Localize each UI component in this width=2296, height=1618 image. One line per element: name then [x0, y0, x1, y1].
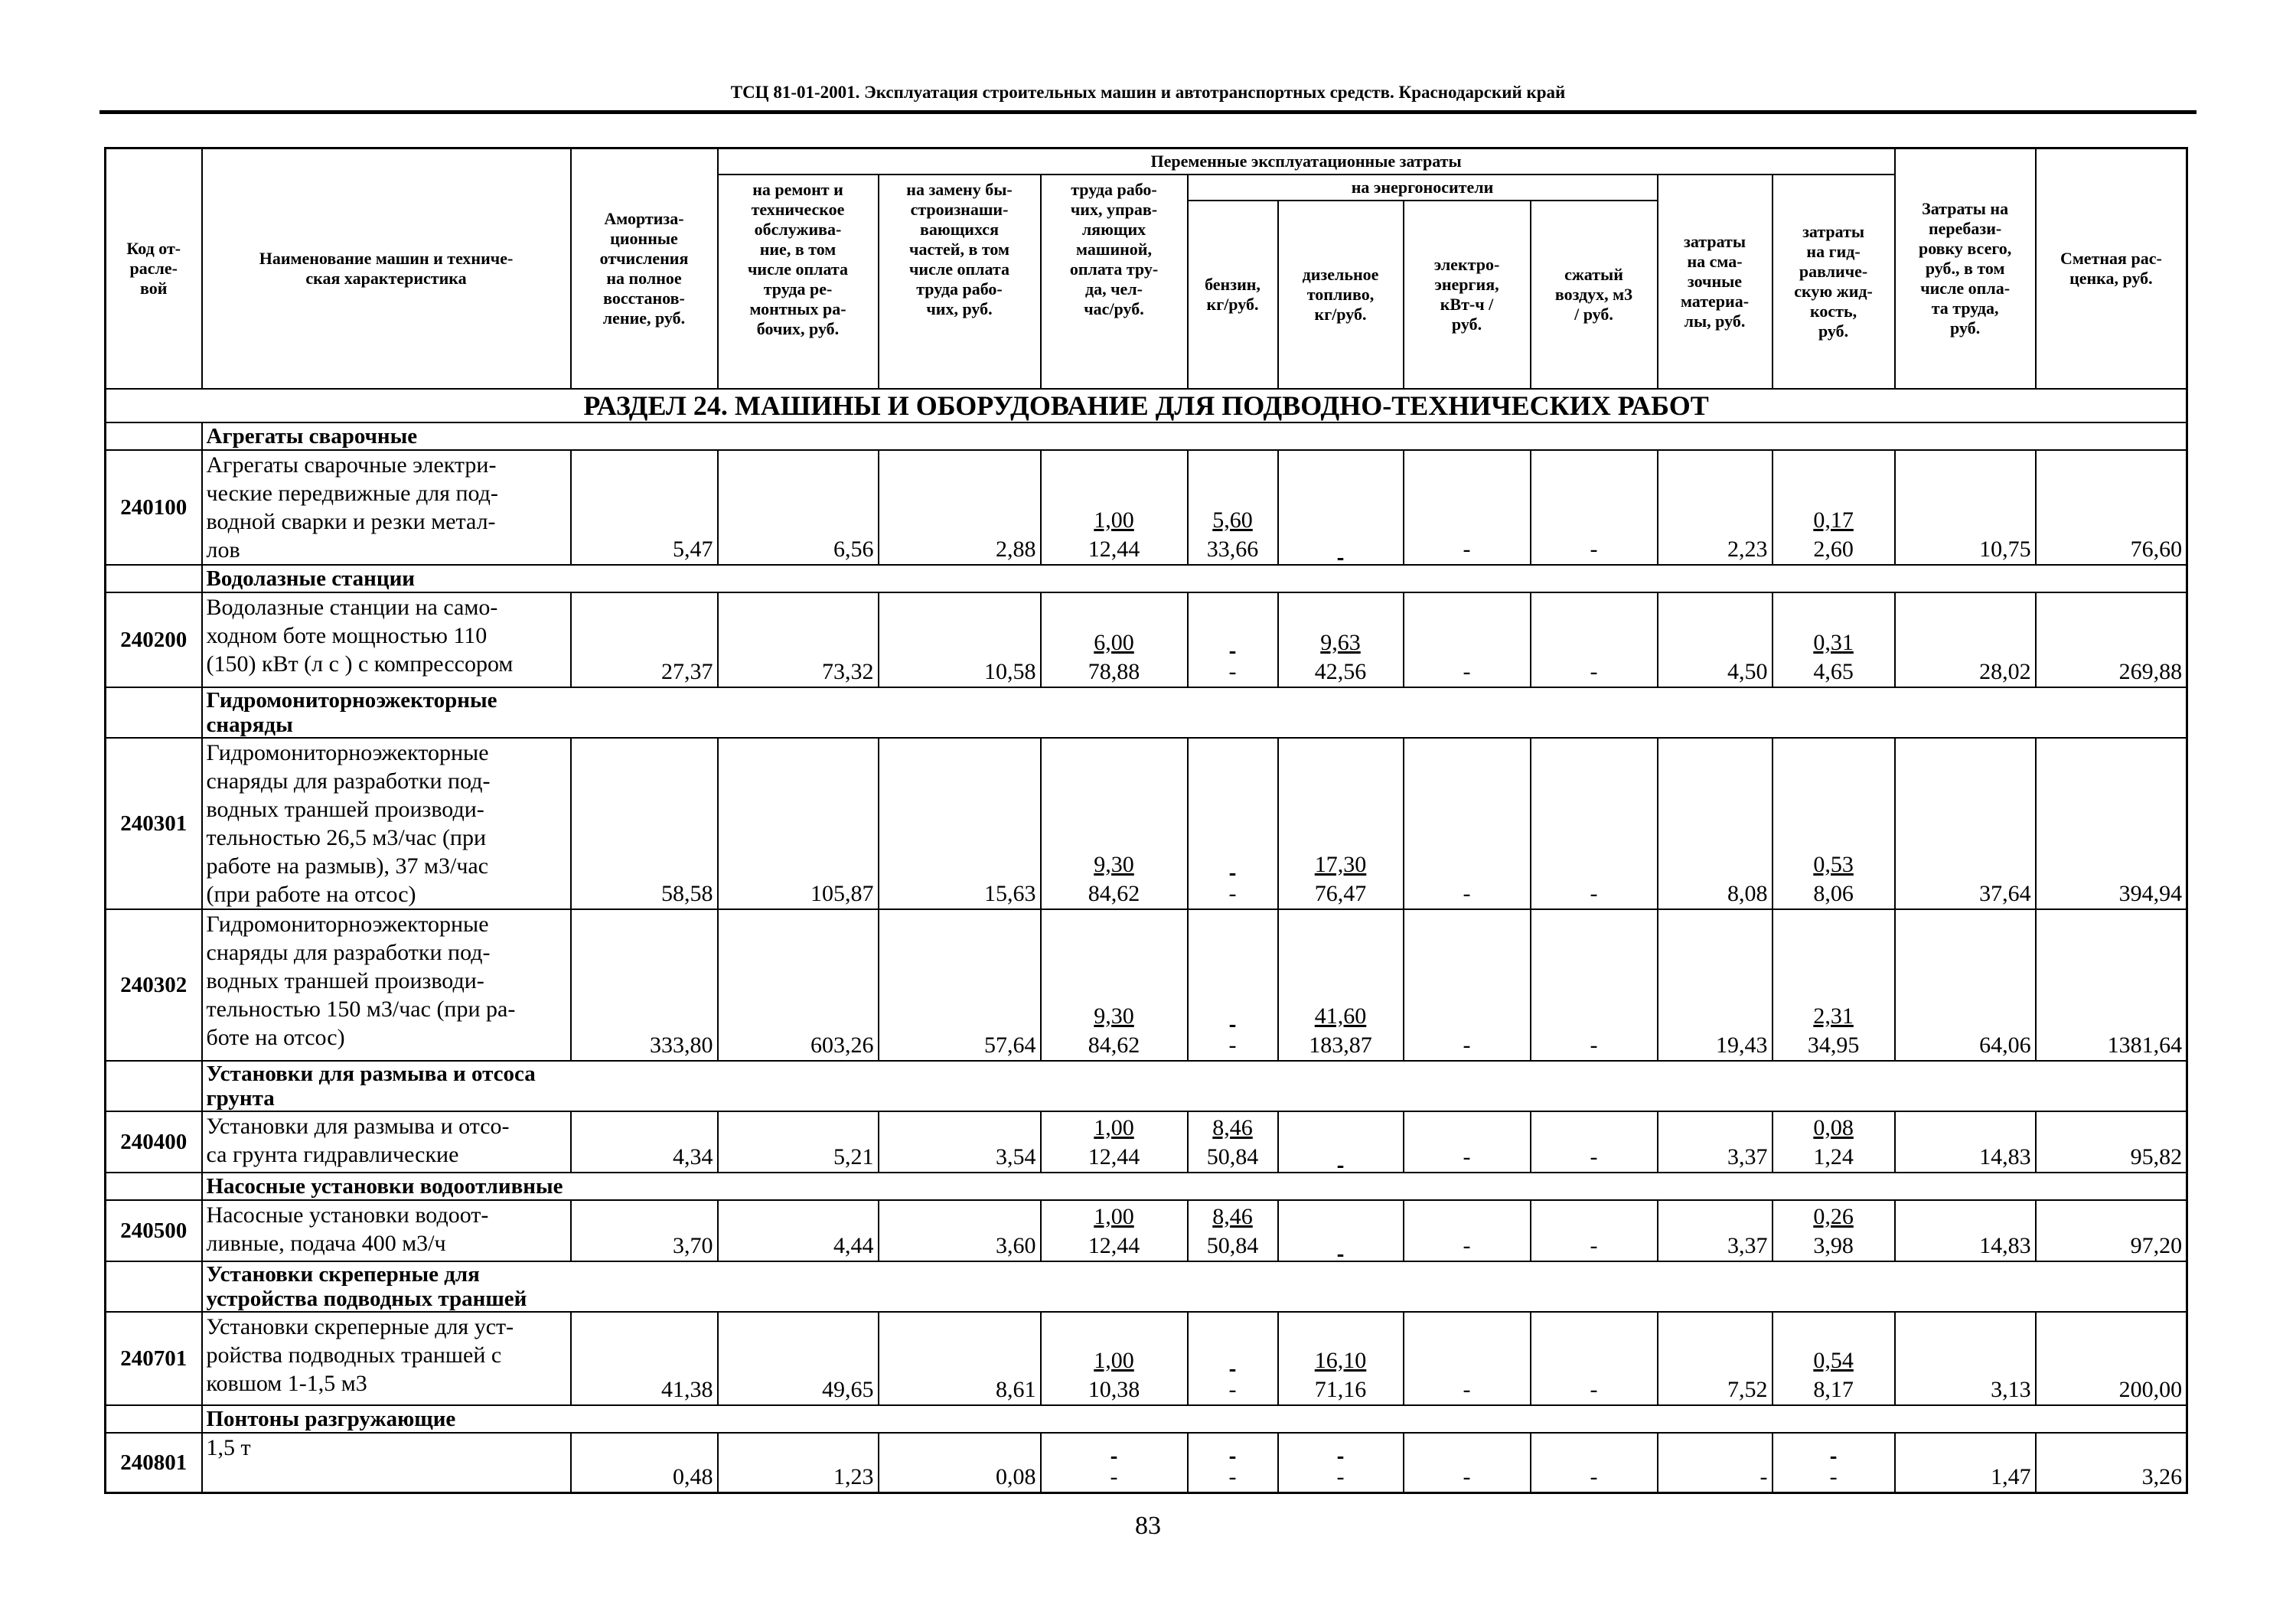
- labor-value: [1041, 1433, 1188, 1493]
- labor-value-quantity: 6,00: [1094, 629, 1134, 655]
- group-row: [106, 565, 2187, 592]
- repair-value: 6,56: [718, 450, 879, 565]
- petrol-value: [1188, 909, 1278, 1061]
- diesel-value: [1278, 592, 1404, 687]
- group-code-spacer: [106, 1405, 202, 1433]
- hydraulic-value: [1773, 1200, 1895, 1261]
- item-name: Гидромониторноэжекторные снаряды для разработки под- водных траншей производи- тельностью 26,5 м3/час (при работе на размыв), 37 м3/час (при работе на отсос): [202, 738, 571, 909]
- hydraulic-value-quantity: 0,54: [1813, 1347, 1854, 1373]
- group-row: [106, 687, 2187, 738]
- diesel-value-cost: 71,16: [1314, 1376, 1367, 1402]
- diesel-value-quantity: [1283, 1231, 1399, 1261]
- electric-value: -: [1404, 1312, 1531, 1405]
- amortization-value: 27,37: [571, 592, 718, 687]
- petrol-value: [1188, 1200, 1278, 1261]
- group-fill: [571, 1061, 2187, 1111]
- hydraulic-value-cost: -: [1829, 1463, 1838, 1489]
- item-code: 240100: [106, 450, 202, 565]
- wear-parts-value: 57,64: [879, 909, 1041, 1061]
- col-hydraulic-header: затраты на гид- равличе- скую жид- кость, руб.: [1773, 175, 1895, 389]
- hydraulic-value: [1773, 450, 1895, 565]
- group-fill: [571, 687, 2187, 738]
- col-air-header: сжатый воздух, м3 / руб.: [1531, 201, 1658, 389]
- group-fill: [571, 565, 2187, 592]
- hydraulic-value-cost: 8,17: [1813, 1376, 1854, 1402]
- group-fill: [571, 1173, 2187, 1200]
- hydraulic-value-quantity: 0,17: [1813, 507, 1854, 533]
- relocation-value: 14,83: [1895, 1200, 2036, 1261]
- labor-value: [1041, 1312, 1188, 1405]
- lubricants-value: 2,23: [1658, 450, 1773, 565]
- col-labor-header: труда рабо- чих, управ- ляющих машиной, оплата тру- да, чел- час/руб.: [1041, 175, 1188, 389]
- hydraulic-value-cost: 8,06: [1813, 880, 1854, 906]
- page-number: 83: [1135, 1512, 1161, 1540]
- item-name: 1,5 т: [202, 1433, 571, 1493]
- amortization-value: 41,38: [571, 1312, 718, 1405]
- relocation-value: 10,75: [1895, 450, 2036, 565]
- labor-value-cost: 12,44: [1088, 536, 1140, 562]
- petrol-value-quantity: [1192, 1434, 1274, 1463]
- relocation-value: 64,06: [1895, 909, 2036, 1061]
- item-name: Гидромониторноэжекторные снаряды для разработки под- водных траншей производи- тельностью 150 м3/час (при ра- боте на отсос): [202, 909, 571, 1061]
- diesel-value: [1278, 1111, 1404, 1173]
- estimate-value: 3,26: [2036, 1433, 2187, 1493]
- labor-value: [1041, 738, 1188, 909]
- group-code-spacer: [106, 687, 202, 738]
- wear-parts-value: 8,61: [879, 1312, 1041, 1405]
- page-header-title: ТСЦ 81-01-2001. Эксплуатация строительных машин и автотранспортных средств. Краснодарский край: [730, 83, 1566, 102]
- table-row: [106, 1433, 2187, 1493]
- estimate-value: 200,00: [2036, 1312, 2187, 1405]
- repair-value: 49,65: [718, 1312, 879, 1405]
- wear-parts-value: 0,08: [879, 1433, 1041, 1493]
- petrol-value: [1188, 1312, 1278, 1405]
- col-estimate-header: Сметная рас- ценка, руб.: [2036, 148, 2187, 389]
- hydraulic-value: [1773, 1433, 1895, 1493]
- item-name: Агрегаты сварочные электри- ческие передвижные для под- водной сварки и резки метал- лов: [202, 450, 571, 565]
- electric-value: -: [1404, 738, 1531, 909]
- labor-value-quantity: 9,30: [1094, 851, 1134, 877]
- labor-value-cost: -: [1110, 1463, 1118, 1489]
- col-code-header: Код от- расле- вой: [106, 148, 202, 389]
- lubricants-value: 3,37: [1658, 1200, 1773, 1261]
- hydraulic-value-quantity: 0,53: [1813, 851, 1854, 877]
- petrol-value-cost: 50,84: [1206, 1232, 1259, 1258]
- group-fill: [571, 1261, 2187, 1312]
- col-petrol-header: бензин, кг/руб.: [1188, 201, 1278, 389]
- petrol-value: [1188, 1433, 1278, 1493]
- petrol-value-quantity: [1192, 1002, 1274, 1031]
- petrol-value-quantity: [1192, 1346, 1274, 1375]
- repair-value: 603,26: [718, 909, 879, 1061]
- item-code: 240400: [106, 1111, 202, 1173]
- petrol-value-cost: -: [1228, 658, 1237, 684]
- petrol-value-cost: -: [1228, 1376, 1237, 1402]
- air-value: -: [1531, 1200, 1658, 1261]
- col-energy-header: на энергоносители: [1188, 175, 1658, 201]
- hydraulic-value-cost: 2,60: [1813, 536, 1854, 562]
- group-row: [106, 1261, 2187, 1312]
- diesel-value-quantity: [1283, 1434, 1399, 1463]
- table-body: [106, 389, 2187, 1493]
- header-rule: [99, 110, 2197, 114]
- repair-value: 73,32: [718, 592, 879, 687]
- rates-table: [104, 147, 2188, 1494]
- group-row: [106, 1173, 2187, 1200]
- petrol-value: [1188, 450, 1278, 565]
- lubricants-value: -: [1658, 1433, 1773, 1493]
- repair-value: 1,23: [718, 1433, 879, 1493]
- item-code: 240200: [106, 592, 202, 687]
- table-header: [106, 148, 2187, 389]
- wear-parts-value: 10,58: [879, 592, 1041, 687]
- labor-value-quantity: [1045, 1434, 1183, 1463]
- labor-value-quantity: 1,00: [1094, 1203, 1134, 1229]
- hydraulic-value-quantity: [1777, 1434, 1890, 1463]
- labor-value-cost: 78,88: [1088, 658, 1140, 684]
- diesel-value-quantity: 17,30: [1314, 851, 1367, 877]
- estimate-value: 76,60: [2036, 450, 2187, 565]
- wear-parts-value: 15,63: [879, 738, 1041, 909]
- petrol-value-cost: -: [1228, 1463, 1237, 1489]
- diesel-value: [1278, 738, 1404, 909]
- item-code: 240701: [106, 1312, 202, 1405]
- diesel-value-quantity: [1283, 535, 1399, 564]
- table-row: [106, 592, 2187, 687]
- hydraulic-value-cost: 4,65: [1813, 658, 1854, 684]
- item-code: 240302: [106, 909, 202, 1061]
- item-name: Установки для размыва и отсо- са грунта гидравлические: [202, 1111, 571, 1173]
- air-value: -: [1531, 738, 1658, 909]
- diesel-value: [1278, 1433, 1404, 1493]
- petrol-value: [1188, 1111, 1278, 1173]
- table-row: [106, 1200, 2187, 1261]
- labor-value: [1041, 909, 1188, 1061]
- group-code-spacer: [106, 565, 202, 592]
- hydraulic-value: [1773, 1312, 1895, 1405]
- wear-parts-value: 3,60: [879, 1200, 1041, 1261]
- estimate-value: 95,82: [2036, 1111, 2187, 1173]
- diesel-value-cost: 183,87: [1309, 1032, 1372, 1058]
- diesel-value: [1278, 450, 1404, 565]
- petrol-value-cost: -: [1228, 1032, 1237, 1058]
- hydraulic-value-cost: 3,98: [1813, 1232, 1854, 1258]
- group-title: Установки скреперные для устройства подводных траншей: [202, 1261, 571, 1312]
- diesel-value-cost: -: [1336, 1463, 1345, 1489]
- diesel-value-cost: 42,56: [1314, 658, 1367, 684]
- group-code-spacer: [106, 1173, 202, 1200]
- lubricants-value: 3,37: [1658, 1111, 1773, 1173]
- labor-value: [1041, 450, 1188, 565]
- electric-value: -: [1404, 909, 1531, 1061]
- group-title: Насосные установки водоотливные: [202, 1173, 571, 1200]
- relocation-value: 37,64: [1895, 738, 2036, 909]
- group-title: Агрегаты сварочные: [202, 422, 571, 450]
- group-title: Понтоны разгружающие: [202, 1405, 571, 1433]
- petrol-value-quantity: [1192, 850, 1274, 879]
- diesel-value: [1278, 1200, 1404, 1261]
- amortization-value: 3,70: [571, 1200, 718, 1261]
- air-value: -: [1531, 592, 1658, 687]
- air-value: -: [1531, 1111, 1658, 1173]
- estimate-value: 1381,64: [2036, 909, 2187, 1061]
- diesel-value-quantity: 41,60: [1314, 1003, 1367, 1029]
- petrol-value-cost: -: [1228, 880, 1237, 906]
- relocation-value: 3,13: [1895, 1312, 2036, 1405]
- diesel-value: [1278, 1312, 1404, 1405]
- table-row: [106, 909, 2187, 1061]
- group-row: [106, 1405, 2187, 1433]
- amortization-value: 58,58: [571, 738, 718, 909]
- group-code-spacer: [106, 1061, 202, 1111]
- petrol-value-quantity: 8,46: [1212, 1114, 1253, 1140]
- hydraulic-value: [1773, 909, 1895, 1061]
- lubricants-value: 19,43: [1658, 909, 1773, 1061]
- col-lubricants-header: затраты на сма- зочные материа- лы, руб.: [1658, 175, 1773, 389]
- col-variable-costs-header: Переменные эксплуатационные затраты: [718, 148, 1895, 175]
- relocation-value: 28,02: [1895, 592, 2036, 687]
- diesel-value: [1278, 909, 1404, 1061]
- diesel-value-quantity: [1283, 1143, 1399, 1172]
- group-fill: [571, 1405, 2187, 1433]
- lubricants-value: 4,50: [1658, 592, 1773, 687]
- labor-value: [1041, 1200, 1188, 1261]
- petrol-value-cost: 50,84: [1206, 1143, 1259, 1169]
- labor-value: [1041, 592, 1188, 687]
- electric-value: -: [1404, 1433, 1531, 1493]
- petrol-value-quantity: [1192, 628, 1274, 657]
- petrol-value-cost: 33,66: [1206, 536, 1259, 562]
- relocation-value: 1,47: [1895, 1433, 2036, 1493]
- item-code: 240500: [106, 1200, 202, 1261]
- diesel-value-quantity: 16,10: [1314, 1347, 1367, 1373]
- estimate-value: 269,88: [2036, 592, 2187, 687]
- electric-value: -: [1404, 1111, 1531, 1173]
- amortization-value: 5,47: [571, 450, 718, 565]
- hydraulic-value-quantity: 0,31: [1813, 629, 1854, 655]
- item-code: 240801: [106, 1433, 202, 1493]
- petrol-value: [1188, 738, 1278, 909]
- labor-value-quantity: 9,30: [1094, 1003, 1134, 1029]
- col-electric-header: электро- энергия, кВт-ч / руб.: [1404, 201, 1531, 389]
- petrol-value-quantity: 5,60: [1212, 507, 1253, 533]
- diesel-value-cost: 76,47: [1314, 880, 1367, 906]
- group-title: Гидромониторноэжекторные снаряды: [202, 687, 571, 738]
- item-code: 240301: [106, 738, 202, 909]
- labor-value-cost: 84,62: [1088, 880, 1140, 906]
- estimate-value: 97,20: [2036, 1200, 2187, 1261]
- item-name: Установки скреперные для уст- ройства подводных траншей с ковшом 1-1,5 м3: [202, 1312, 571, 1405]
- col-amort-header: Амортиза- ционные отчисления на полное восстанов- ление, руб.: [571, 148, 718, 389]
- estimate-value: 394,94: [2036, 738, 2187, 909]
- amortization-value: 333,80: [571, 909, 718, 1061]
- air-value: -: [1531, 1433, 1658, 1493]
- col-repair-header: на ремонт и техническое обслужива- ние, в том числе оплата труда ре- монтных ра- бочих, руб.: [718, 175, 879, 389]
- group-fill: [571, 422, 2187, 450]
- hydraulic-value: [1773, 1111, 1895, 1173]
- relocation-value: 14,83: [1895, 1111, 2036, 1173]
- hydraulic-value: [1773, 592, 1895, 687]
- item-name: Водолазные станции на само- ходном боте мощностью 110 (150) кВт (л с ) с компрессором: [202, 592, 571, 687]
- group-row: [106, 1061, 2187, 1111]
- labor-value-cost: 12,44: [1088, 1143, 1140, 1169]
- labor-value-quantity: 1,00: [1094, 1347, 1134, 1373]
- wear-parts-value: 2,88: [879, 450, 1041, 565]
- table-row: [106, 450, 2187, 565]
- hydraulic-value-quantity: 0,08: [1813, 1114, 1854, 1140]
- lubricants-value: 7,52: [1658, 1312, 1773, 1405]
- amortization-value: 0,48: [571, 1433, 718, 1493]
- electric-value: -: [1404, 1200, 1531, 1261]
- diesel-value-quantity: 9,63: [1320, 629, 1361, 655]
- electric-value: -: [1404, 450, 1531, 565]
- petrol-value-quantity: 8,46: [1212, 1203, 1253, 1229]
- group-title: Водолазные станции: [202, 565, 571, 592]
- group-code-spacer: [106, 422, 202, 450]
- repair-value: 5,21: [718, 1111, 879, 1173]
- repair-value: 4,44: [718, 1200, 879, 1261]
- wear-parts-value: 3,54: [879, 1111, 1041, 1173]
- group-row: [106, 422, 2187, 450]
- amortization-value: 4,34: [571, 1111, 718, 1173]
- lubricants-value: 8,08: [1658, 738, 1773, 909]
- electric-value: -: [1404, 592, 1531, 687]
- col-wear-parts-header: на замену бы- строизнаши- вающихся частей, в том числе оплата труда рабо- чих, руб.: [879, 175, 1041, 389]
- section-title: РАЗДЕЛ 24. МАШИНЫ И ОБОРУДОВАНИЕ ДЛЯ ПОДВОДНО-ТЕХНИЧЕСКИХ РАБОТ: [106, 389, 2187, 422]
- labor-value-cost: 84,62: [1088, 1032, 1140, 1058]
- labor-value-quantity: 1,00: [1094, 1114, 1134, 1140]
- labor-value-cost: 10,38: [1088, 1376, 1140, 1402]
- air-value: -: [1531, 1312, 1658, 1405]
- hydraulic-value-cost: 1,24: [1813, 1143, 1854, 1169]
- repair-value: 105,87: [718, 738, 879, 909]
- hydraulic-value-quantity: 0,26: [1813, 1203, 1854, 1229]
- hydraulic-value: [1773, 738, 1895, 909]
- col-relocation-header: Затраты на перебази- ровку всего, руб., в том числе опла- та труда, руб.: [1895, 148, 2036, 389]
- labor-value-cost: 12,44: [1088, 1232, 1140, 1258]
- hydraulic-value-quantity: 2,31: [1813, 1003, 1854, 1029]
- table-row: [106, 1312, 2187, 1405]
- table-row: [106, 738, 2187, 909]
- col-diesel-header: дизельное топливо, кг/руб.: [1278, 201, 1404, 389]
- group-title: Установки для размыва и отсоса грунта: [202, 1061, 571, 1111]
- petrol-value: [1188, 592, 1278, 687]
- labor-value: [1041, 1111, 1188, 1173]
- table-row: [106, 1111, 2187, 1173]
- labor-value-quantity: 1,00: [1094, 507, 1134, 533]
- hydraulic-value-cost: 34,95: [1807, 1032, 1860, 1058]
- air-value: -: [1531, 909, 1658, 1061]
- air-value: -: [1531, 450, 1658, 565]
- group-code-spacer: [106, 1261, 202, 1312]
- col-name-header: Наименование машин и техниче- ская характеристика: [202, 148, 571, 389]
- item-name: Насосные установки водоот- ливные, подача 400 м3/ч: [202, 1200, 571, 1261]
